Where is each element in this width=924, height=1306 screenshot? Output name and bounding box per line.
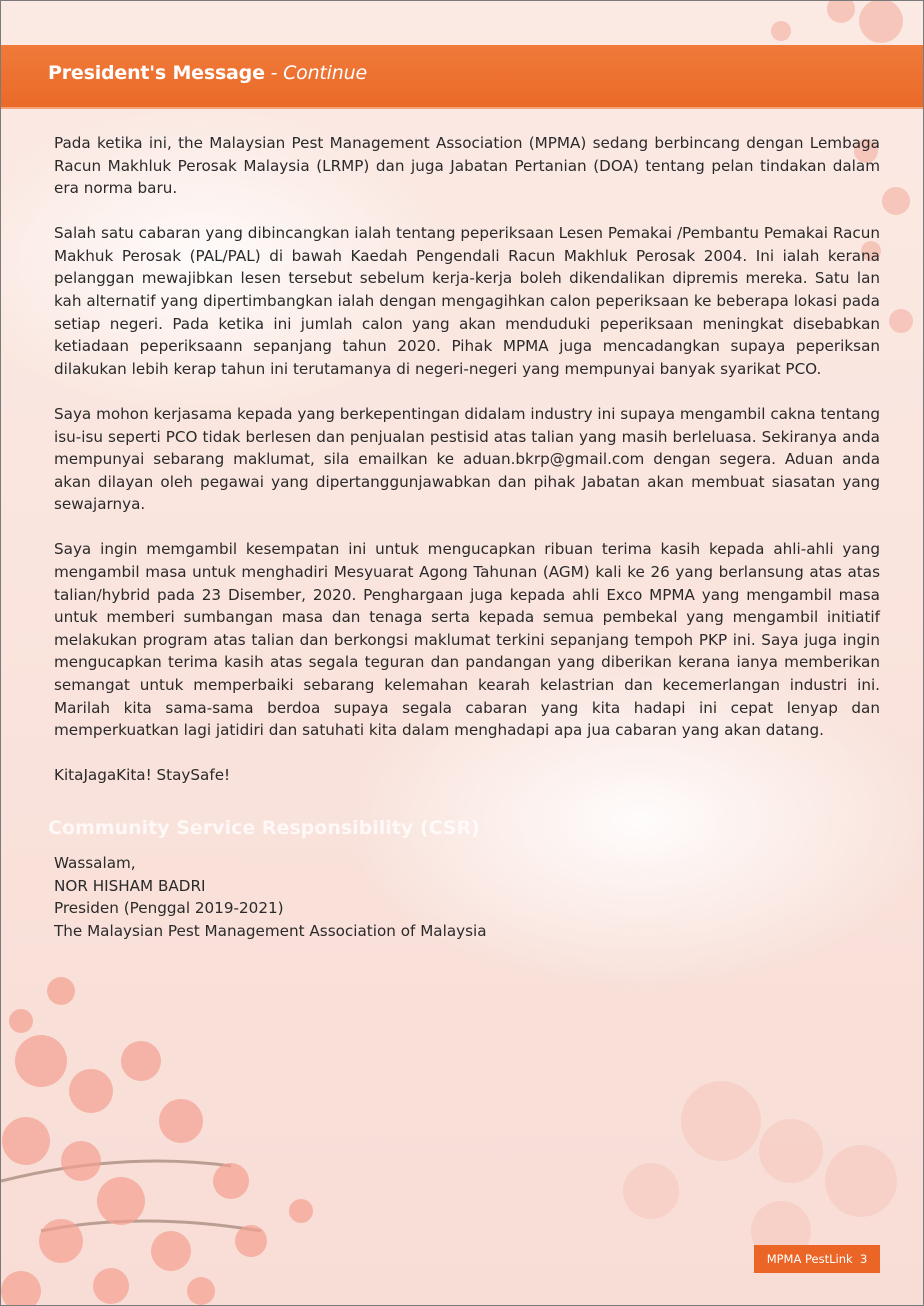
message-body xyxy=(54,132,880,809)
faded-section-heading: Community Service Responsibility (CSR) xyxy=(48,817,480,839)
footer-page-badge xyxy=(754,1245,880,1273)
footer-label: MPMA PestLink xyxy=(766,1252,853,1266)
salutation: Wassalam, xyxy=(54,854,136,872)
paragraph-intro: Pada ketika ini, the Malaysian Pest Management Association (MPMA) sedang berbincang dengan Lembaga Racun Makhluk Perosak Malaysia (LRMP) dan juga Jabatan Pertanian (DOA) tentang pelan tindakan dalam era norma baru. xyxy=(54,134,880,198)
title-main: President's Message xyxy=(48,62,265,84)
signatory-organization: The Malaysian Pest Management Association of Malaysia xyxy=(54,921,487,940)
signatory-name: NOR HISHAM BADRI xyxy=(54,876,206,895)
paragraph-thanks: Saya ingin memgambil kesempatan ini untuk mengucapkan ribuan terima kasih kepada ahli-ahli yang mengambil masa untuk menghadiri Mesyuarat Agong Tahunan (AGM) kali ke 26 yang berlansung atas atas talian/hybrid pada 23 Disember, 2020. Penghargaan juga kepada ahli Exco MPMA yang mengambil masa untuk memberi sumbangan masa dan tenaga serta kepada semua pembekal yang mengambil initiatif melakukan program atas talian dan berkongsi maklumat terkini sepanjang tempoh PKP ini. Saya juga ingin mengucapkan terima kasih atas segala teguran dan pandangan yang diberikan kerana ianya memberikan semangat untuk memperbaiki sebarang kelemahan kearah kelastrian dan kecemerlangan industri ini. Marilah kita sama-sama berdoa supaya segala cabaran yang kita hadapi ini cepat lenyap dan memperkuatkan lagi jatidiri dan satuhati kita dalam menghadapi apa jua cabaran yang akan datang. xyxy=(54,540,880,740)
paragraph-cooperation: Saya mohon kerjasama kepada yang berkepentingan didalam industry ini supaya mengambil cakna tentang isu-isu seperti PCO tidak berlesen dan penjualan pestisid atas talian yang masih berleluasa. Sekiranya anda mempunyai sebarang maklumat, sila emailkan ke aduan.bkrp@gmail.com dengan segera. Aduan anda akan dilayan oleh pegawai yang dipertanggunjawabkan dan pihak Jabatan akan membuat siasatan yang sewajarnya. xyxy=(54,404,880,514)
signature-block xyxy=(54,852,654,942)
paragraph-slogan: KitaJagaKita! StaySafe! xyxy=(54,766,231,785)
page-title xyxy=(48,62,367,84)
signatory-position: Presiden (Penggal 2019-2021) xyxy=(54,899,284,918)
page-number: 3 xyxy=(859,1252,868,1266)
title-subtitle: - Continue xyxy=(264,62,367,84)
paragraph-exam: Salah satu cabaran yang dibincangkan ialah tentang peperiksaan Lesen Pemakai /Pembantu Pemakai Racun Makhuk Perosak (PAL/PAL) di bawah Kaedah Pengendali Racun Makhluk Perosak 2004. Ini ialah kerana pelanggan mewajibkan lesen tersebut sebelum kerja-kerja boleh dikendalikan dipremis mereka. Satu lan kah alternatif yang dipertimbangkan ialah dengan mengagihkan calon peperiksaan ke beberapa lokasi pada setiap negeri. Pada ketika ini jumlah calon yang akan menduduki peperiksaan meningkat disebabkan ketiadaan peperiksaann sepanjang tahun 2020. Pihak MPMA juga mencadangkan supaya peperiksan dilakukan lebih kerap tahun ini terutamanya di negeri-negeri yang mempunyai banyak syarikat PCO. xyxy=(54,224,880,378)
